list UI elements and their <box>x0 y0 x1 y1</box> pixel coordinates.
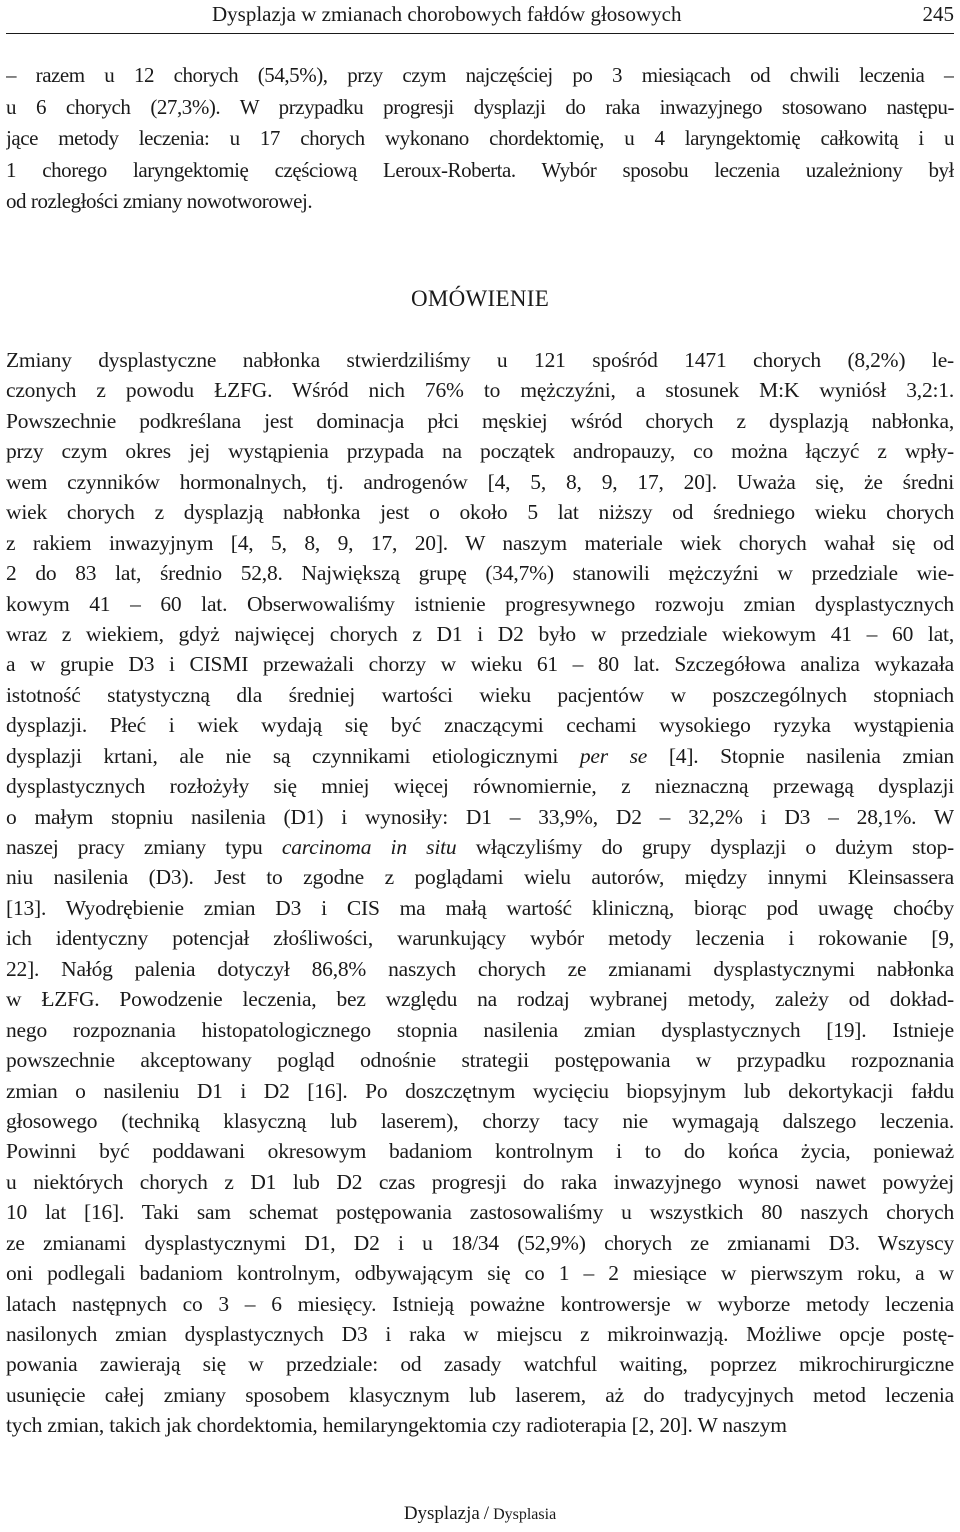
text-line: z rakiem inwazyjnym [4, 5, 8, 9, 17, 20]. W naszym materiale wiek chorych wahał się od <box>6 530 954 555</box>
paragraph-treatment-results <box>6 60 954 218</box>
text-run: naszej pracy zmiany typu <box>6 835 282 859</box>
text-line: powszechnie akceptowany pogląd odnośnie strategii postępowania w przypadku rozpoznania <box>6 1048 954 1073</box>
text-line: dysplazji. Płeć i wiek wydają się być znaczącymi cechami wysokiego ryzyka wystąpienia <box>6 713 954 738</box>
text-line: oni podlegali badaniom kontrolnym, odbywającym się co 1 – 2 miesiące w pierwszym roku, a w <box>6 1261 954 1286</box>
text-line: Powinni być poddawani okresowym badaniom kontrolnym i to do końca życia, ponieważ <box>6 1139 954 1164</box>
text-line: u niektórych chorych z D1 lub D2 czas progresji do raka inwazyjnego wynosi nawet powyżej <box>6 1169 954 1194</box>
footer-title-polish: Dysplazja <box>403 1503 480 1524</box>
text-line: jące metody leczenia: u 17 chorych wykonano chordektomię, u 4 laryngektomię całkowitą i u <box>6 126 954 151</box>
text-line: a w grupie D3 i CISMI przeważali chorzy w wieku 61 – 80 lat. Szczegółowa analiza wykazała <box>6 652 954 677</box>
running-header <box>0 0 960 36</box>
text-line: czonych z powodu ŁZFG. Wśród nich 76% to mężczyźni, a stosunek M:K wyniósł 3,2:1. <box>6 378 954 403</box>
text-line: powania zawierają się w przedziale: od zasady watchful waiting, poprzez mikrochirurgiczne <box>6 1352 954 1377</box>
text-line <box>6 741 954 771</box>
paragraph-discussion <box>6 345 954 1441</box>
text-line: nasilonych zmian dysplastycznych D3 i raka w miejscu z mikroinwazją. Możliwe opcje postę- <box>6 1322 954 1346</box>
text-line: istotność statystyczną dla średniej wartości wieku pacjentów w poszczególnych stopniach <box>6 682 954 707</box>
text-line: u 6 chorych (27,3%). W przypadku progresji dysplazji do raka inwazyjnego stosowano następu- <box>6 94 954 119</box>
text-run: włączyliśmy do grupy dysplazji o dużym stop- <box>456 835 954 859</box>
header-rule <box>6 33 954 34</box>
text-line: przy czym okres jej wystąpienia przypada na początek andropauzy, co można łączyć z wpły- <box>6 439 954 464</box>
text-run: dysplazji krtani, ale nie są czynnikami etiologicznymi <box>6 743 580 768</box>
text-line: kowym 41 – 60 lat. Obserwowaliśmy istnienie progresywnego rozwoju zmian dysplastycznych <box>6 591 954 616</box>
text-line: wraz z wiekiem, gdyż najwięcej chorych z D1 i D2 było w przedziale wiekowym 41 – 60 lat, <box>6 621 954 646</box>
text-line: 10 lat [16]. Taki sam schemat postępowania zastosowaliśmy u wszystkich 80 naszych chorych <box>6 1200 954 1225</box>
text-line: dysplastycznych rozłożyły się mniej więcej równomiernie, z nieznaczną przewagą dysplazji <box>6 774 954 799</box>
text-line: niu nasilenia (D3). Jest to zgodne z poglądami wielu autorów, między innymi Kleinsassera <box>6 865 954 890</box>
text-line: Powszechnie podkreślana jest dominacja płci męskiej wśród chorych z dysplazją nabłonka, <box>6 408 954 433</box>
text-line: – razem u 12 chorych (54,5%), przy czym najczęściej po 3 miesiącach od chwili leczenia – <box>6 63 954 87</box>
page-footer <box>0 1503 960 1525</box>
page-number: 245 <box>922 2 954 26</box>
italic-term: per se <box>579 743 648 768</box>
footer-separator: / <box>483 1503 490 1524</box>
text-line: ich identyczny potencjał złośliwości, warunkujący wybór metody leczenia i rokowanie [9, <box>6 926 954 951</box>
text-line: 22]. Nałóg palenia dotyczył 86,8% naszych chorych ze zmianami dysplastycznymi nabłonka <box>6 956 954 981</box>
text-line: zmian o nasileniu D1 i D2 [16]. Po doszczętnym wycięciu biopsyjnym lub dekortykacji fałdu <box>6 1078 954 1103</box>
text-line: 2 do 83 lat, średnio 52,8. Największą grupę (34,7%) stanowili mężczyźni w przedziale wie- <box>6 561 954 586</box>
text-line: od rozległości zmiany nowotworowej. <box>6 189 313 214</box>
text-line: tych zmian, takich jak chordektomia, hemilaryngektomia czy radioterapia [2, 20]. W naszym <box>6 1413 787 1438</box>
text-line: o małym stopniu nasilenia (D1) i wynosiły: D1 – 33,9%, D2 – 32,2% i D3 – 28,1%. W <box>6 804 954 829</box>
text-line: 1 chorego laryngektomię częściową Leroux-Roberta. Wybór sposobu leczenia uzależniony był <box>6 157 954 182</box>
text-line: w ŁZFG. Powodzenie leczenia, bez względu na rodzaj wybranej metody, zależy od dokład- <box>6 987 954 1012</box>
text-line: Zmiany dysplastyczne nabłonka stwierdziliśmy u 121 spośród 1471 chorych (8,2%) le- <box>6 348 954 372</box>
text-line: latach następnych co 3 – 6 miesięcy. Istnieją poważne kontrowersje w wyborze metody leczenia <box>6 1291 954 1316</box>
text-line: [13]. Wyodrębienie zmian D3 i CIS ma małą wartość kliniczną, biorąc pod uwagę choćby <box>6 895 954 920</box>
text-line: wem czynników hormonalnych, tj. androgenów [4, 5, 8, 9, 17, 20]. Uważa się, że średni <box>6 469 954 494</box>
text-line: ze zmianami dysplastycznymi D1, D2 i u 18/34 (52,9%) chorych ze zmianami D3. Wszyscy <box>6 1230 954 1255</box>
text-line: usunięcie całej zmiany sposobem klasycznym lub laserem, aż do tradycyjnych metod leczenia <box>6 1382 954 1407</box>
section-heading-discussion: OMÓWIENIE <box>410 286 550 311</box>
footer-title-english: Dysplasia <box>493 1506 557 1523</box>
text-line: głosowego (techniką klasyczną lub laserem), chorzy tacy nie wymagają dalszego leczenia. <box>6 1108 954 1133</box>
italic-term: carcinoma in situ <box>281 835 457 859</box>
text-run: [4]. Stopnie nasilenia zmian <box>647 743 954 768</box>
text-line: wiek chorych z dysplazją nabłonka jest o około 5 lat niższy od średniego wieku chorych <box>6 500 954 525</box>
text-line: nego rozpoznania histopatologicznego stopnia nasilenia zmian dysplastycznych [19]. Istnieje <box>6 1017 954 1042</box>
text-line <box>6 832 954 862</box>
running-title: Dysplazja w zmianach chorobowych fałdów głosowych <box>212 2 682 26</box>
